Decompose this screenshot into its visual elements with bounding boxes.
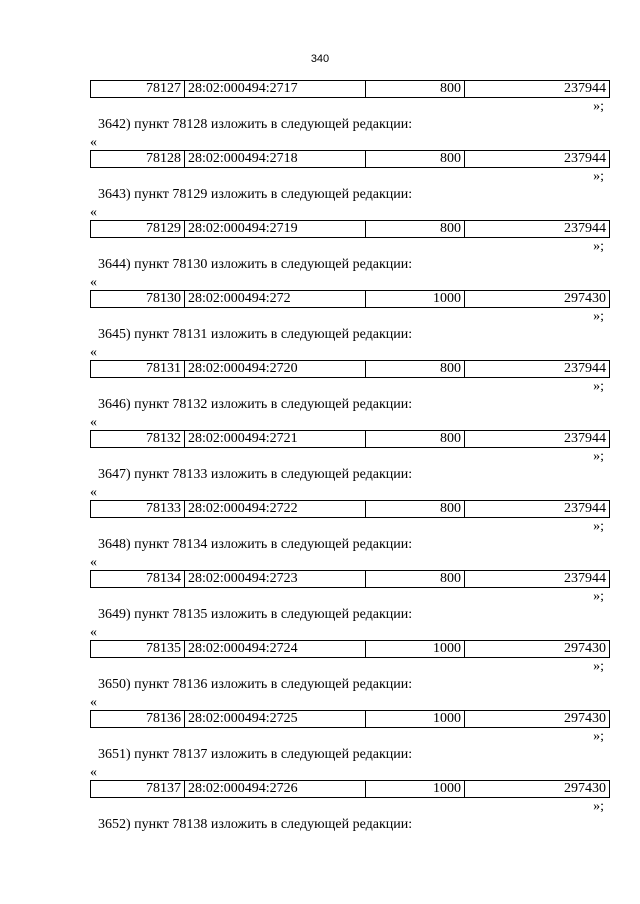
- value-cell: 237944: [465, 151, 610, 168]
- area-cell: 800: [366, 501, 465, 518]
- item-number-cell: 78135: [91, 641, 185, 658]
- item-number-cell: 78127: [91, 81, 185, 98]
- amendment-instruction: 3649) пункт 78135 изложить в следующей редакции:: [98, 607, 413, 622]
- closing-quote: »;: [593, 519, 604, 534]
- opening-quote: «: [90, 205, 97, 220]
- table-row: [90, 640, 610, 658]
- area-cell: 1000: [366, 711, 465, 728]
- opening-quote: «: [90, 765, 97, 780]
- closing-quote: »;: [593, 589, 604, 604]
- table-row: [90, 360, 610, 378]
- amendment-instruction: 3643) пункт 78129 изложить в следующей редакции:: [98, 187, 413, 202]
- cadastral-number-cell: 28:02:000494:2724: [185, 641, 366, 658]
- cadastral-number-cell: 28:02:000494:2726: [185, 781, 366, 798]
- area-cell: 800: [366, 431, 465, 448]
- area-cell: 800: [366, 361, 465, 378]
- opening-quote: «: [90, 135, 97, 150]
- opening-quote: «: [90, 485, 97, 500]
- opening-quote: «: [90, 555, 97, 570]
- entry: [90, 346, 612, 416]
- amendment-instruction: 3647) пункт 78133 изложить в следующей редакции:: [98, 467, 413, 482]
- item-number-cell: 78134: [91, 571, 185, 588]
- area-cell: 1000: [366, 781, 465, 798]
- document-body: [90, 80, 612, 836]
- item-number-cell: 78131: [91, 361, 185, 378]
- closing-quote: »;: [593, 379, 604, 394]
- amendment-instruction: 3642) пункт 78128 изложить в следующей редакции:: [98, 117, 413, 132]
- cadastral-number-cell: 28:02:000494:2723: [185, 571, 366, 588]
- closing-quote: »;: [593, 169, 604, 184]
- area-cell: 1000: [366, 641, 465, 658]
- value-cell: 237944: [465, 81, 610, 98]
- area-cell: 800: [366, 571, 465, 588]
- item-number-cell: 78130: [91, 291, 185, 308]
- closing-quote: »;: [593, 659, 604, 674]
- closing-quote: »;: [593, 239, 604, 254]
- value-cell: 237944: [465, 501, 610, 518]
- cadastral-number-cell: 28:02:000494:2720: [185, 361, 366, 378]
- table-row: [90, 500, 610, 518]
- item-number-cell: 78128: [91, 151, 185, 168]
- cadastral-number-cell: 28:02:000494:2722: [185, 501, 366, 518]
- value-cell: 297430: [465, 711, 610, 728]
- item-number-cell: 78133: [91, 501, 185, 518]
- closing-quote: »;: [593, 799, 604, 814]
- cadastral-number-cell: 28:02:000494:2725: [185, 711, 366, 728]
- value-cell: 297430: [465, 641, 610, 658]
- value-cell: 237944: [465, 431, 610, 448]
- value-cell: 297430: [465, 781, 610, 798]
- amendment-instruction: 3644) пункт 78130 изложить в следующей редакции:: [98, 257, 413, 272]
- area-cell: 800: [366, 151, 465, 168]
- cadastral-number-cell: 28:02:000494:2718: [185, 151, 366, 168]
- entry: [90, 206, 612, 276]
- entry: [90, 766, 612, 836]
- amendment-instruction: 3652) пункт 78138 изложить в следующей редакции:: [98, 817, 413, 832]
- table-row: [90, 710, 610, 728]
- cadastral-number-cell: 28:02:000494:272: [185, 291, 366, 308]
- cadastral-number-cell: 28:02:000494:2721: [185, 431, 366, 448]
- table-row: [90, 780, 610, 798]
- area-cell: 800: [366, 81, 465, 98]
- item-number-cell: 78129: [91, 221, 185, 238]
- entry: [90, 416, 612, 486]
- item-number-cell: 78137: [91, 781, 185, 798]
- entry: [90, 486, 612, 556]
- area-cell: 800: [366, 221, 465, 238]
- amendment-instruction: 3650) пункт 78136 изложить в следующей редакции:: [98, 677, 413, 692]
- item-number-cell: 78132: [91, 431, 185, 448]
- opening-quote: «: [90, 275, 97, 290]
- opening-quote: «: [90, 415, 97, 430]
- amendment-instruction: 3645) пункт 78131 изложить в следующей редакции:: [98, 327, 413, 342]
- closing-quote: »;: [593, 729, 604, 744]
- cadastral-number-cell: 28:02:000494:2719: [185, 221, 366, 238]
- entry: [90, 136, 612, 206]
- entry-first: [90, 80, 612, 136]
- table-row: [90, 150, 610, 168]
- entry: [90, 626, 612, 696]
- opening-quote: «: [90, 695, 97, 710]
- amendment-instruction: 3648) пункт 78134 изложить в следующей редакции:: [98, 537, 413, 552]
- item-number-cell: 78136: [91, 711, 185, 728]
- table-row: [90, 570, 610, 588]
- value-cell: 237944: [465, 221, 610, 238]
- value-cell: 237944: [465, 361, 610, 378]
- amendment-instruction: 3646) пункт 78132 изложить в следующей редакции:: [98, 397, 413, 412]
- entry: [90, 696, 612, 766]
- opening-quote: «: [90, 345, 97, 360]
- table-row: [90, 80, 610, 98]
- value-cell: 237944: [465, 571, 610, 588]
- value-cell: 297430: [465, 291, 610, 308]
- closing-quote: »;: [593, 449, 604, 464]
- opening-quote: «: [90, 625, 97, 640]
- page-number: 340: [310, 53, 330, 65]
- area-cell: 1000: [366, 291, 465, 308]
- closing-quote: »;: [593, 99, 604, 114]
- table-row: [90, 290, 610, 308]
- entry: [90, 276, 612, 346]
- table-row: [90, 220, 610, 238]
- closing-quote: »;: [593, 309, 604, 324]
- amendment-instruction: 3651) пункт 78137 изложить в следующей редакции:: [98, 747, 413, 762]
- entry: [90, 556, 612, 626]
- table-row: [90, 430, 610, 448]
- cadastral-number-cell: 28:02:000494:2717: [185, 81, 366, 98]
